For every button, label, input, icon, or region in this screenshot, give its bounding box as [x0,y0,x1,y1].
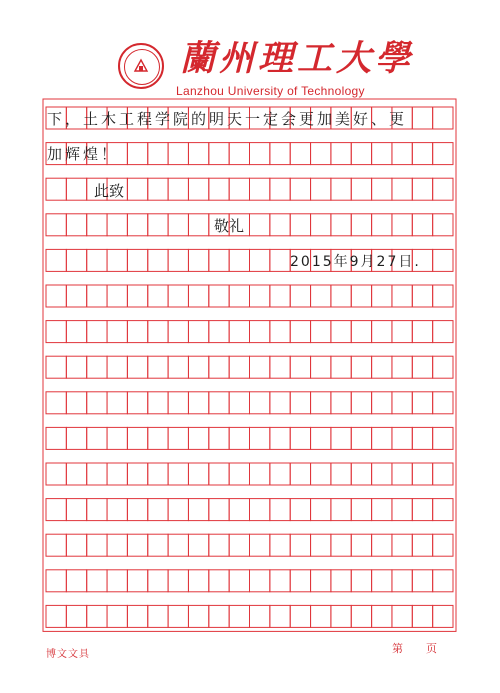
grid-cell [290,534,310,556]
grid-cell [188,499,208,521]
grid-cell [290,499,310,521]
grid-cell [250,392,270,414]
grid-cell [188,249,208,271]
grid-cell [392,321,412,343]
grid-cell [229,605,249,627]
grid-cell [433,605,453,627]
grid-cell [372,214,392,236]
stationery-brand: 博文文具 [46,649,90,660]
grid-cell [392,534,412,556]
grid-cell [148,499,168,521]
page-number-label [392,640,437,656]
grid-cell [229,178,249,200]
grid-cell [46,285,66,307]
grid-cell [392,214,412,236]
grid-cell [331,605,351,627]
grid-cell [107,534,127,556]
grid-cell [46,463,66,485]
grid-cell [87,321,107,343]
page-prefix: 第 [392,642,403,655]
grid-cell [433,178,453,200]
grid-cell [250,321,270,343]
grid-cell [87,427,107,449]
grid-cell [250,249,270,271]
grid-cell [311,499,331,521]
grid-cell [188,178,208,200]
grid-cell [351,356,371,378]
grid-cell [168,143,188,165]
grid-cell [66,356,86,378]
grid-cell [209,249,229,271]
grid-cell [372,463,392,485]
grid-cell [148,356,168,378]
grid-cell [66,534,86,556]
grid-cell [209,143,229,165]
grid-cell [372,178,392,200]
grid-cell [290,392,310,414]
grid-cell [127,463,147,485]
grid-cell [188,534,208,556]
grid-cell [107,570,127,592]
grid-cell [412,321,432,343]
grid-cell [168,427,188,449]
grid-cell [351,143,371,165]
grid-cell [66,499,86,521]
grid-cell [209,463,229,485]
grid-cell [87,499,107,521]
grid-cell [331,499,351,521]
grid-cell [127,249,147,271]
letter-closing: 此致 [94,182,125,200]
grid-cell [433,356,453,378]
grid-row [46,499,453,521]
grid-cell [331,356,351,378]
grid-cell [188,356,208,378]
grid-cell [148,427,168,449]
grid-cell [148,570,168,592]
grid-cell [46,178,66,200]
grid-cell [209,321,229,343]
grid-cell [127,534,147,556]
grid-cell [229,570,249,592]
grid-cell [66,178,86,200]
grid-cell [433,249,453,271]
grid-cell [290,214,310,236]
grid-cell [250,605,270,627]
grid-cell [331,427,351,449]
grid-cell [392,143,412,165]
page-suffix: 页 [426,642,437,655]
letter-date: 2015年9月27日. [290,254,421,270]
grid-cell [148,214,168,236]
grid-cell [148,321,168,343]
grid-cell [311,534,331,556]
grid-cell [290,463,310,485]
grid-cell [229,356,249,378]
grid-cell [148,249,168,271]
grid-row [46,356,453,378]
grid-cell [209,534,229,556]
grid-cell [290,143,310,165]
grid-cell [209,356,229,378]
grid-cell [168,605,188,627]
grid-cell [168,392,188,414]
grid-cell [392,392,412,414]
grid-row [46,214,453,236]
grid-cell [311,178,331,200]
grid-cell [290,570,310,592]
grid-cell [188,285,208,307]
grid-cell [66,392,86,414]
grid-cell [87,356,107,378]
grid-cell [148,534,168,556]
grid-cell [311,356,331,378]
grid-cell [188,214,208,236]
grid-cell [148,178,168,200]
grid-cell [372,356,392,378]
grid-cell [250,285,270,307]
grid-cell [290,427,310,449]
grid-cell [250,570,270,592]
grid-row [46,570,453,592]
grid-cell [311,427,331,449]
grid-cell [209,285,229,307]
grid-cell [311,463,331,485]
grid-cell [311,392,331,414]
grid-cell [229,463,249,485]
grid-row [46,321,453,343]
grid-cell [107,356,127,378]
grid-cell [168,214,188,236]
grid-cell [412,605,432,627]
grid-cell [188,427,208,449]
grid-cell [127,605,147,627]
grid-cell [372,392,392,414]
grid-cell [250,427,270,449]
grid-cell [168,534,188,556]
grid-cell [46,214,66,236]
grid-cell [127,427,147,449]
grid-cell [188,570,208,592]
grid-cell [270,143,290,165]
grid-cell [148,605,168,627]
grid-cell [229,499,249,521]
grid-cell [270,605,290,627]
grid-cell [107,392,127,414]
grid-cell [433,499,453,521]
grid-cell [250,143,270,165]
grid-cell [351,534,371,556]
grid-cell [311,605,331,627]
grid-cell [46,392,66,414]
grid-cell [290,321,310,343]
grid-cell [168,321,188,343]
grid-cell [188,321,208,343]
grid-cell [290,356,310,378]
grid-cell [188,605,208,627]
grid-cell [412,392,432,414]
grid-cell [250,463,270,485]
grid-cell [331,534,351,556]
grid-cell [107,285,127,307]
grid-cell [433,143,453,165]
grid-cell [46,570,66,592]
grid-cell [46,249,66,271]
grid-row [46,463,453,485]
grid-cell [372,427,392,449]
grid-cell [107,427,127,449]
grid-cell [412,214,432,236]
grid-row [46,427,453,449]
grid-cell [46,534,66,556]
grid-cell [209,570,229,592]
grid-cell [392,605,412,627]
grid-cell [433,570,453,592]
letter-salute: 敬礼 [214,217,245,235]
grid-cell [229,534,249,556]
grid-cell [392,178,412,200]
grid-cell [392,463,412,485]
grid-cell [412,143,432,165]
grid-cell [46,427,66,449]
grid-cell [331,178,351,200]
grid-cell [250,214,270,236]
grid-cell [372,570,392,592]
grid-cell [351,463,371,485]
grid-cell [270,427,290,449]
grid-cell [127,392,147,414]
grid-cell [229,249,249,271]
grid-cell [311,214,331,236]
grid-cell [270,392,290,414]
grid-cell [412,499,432,521]
grid-cell [351,570,371,592]
grid-cell [331,570,351,592]
grid-cell [168,356,188,378]
grid-cell [127,285,147,307]
grid-cell [107,214,127,236]
grid-cell [270,499,290,521]
grid-cell [433,321,453,343]
grid-cell [331,392,351,414]
grid-cell [87,605,107,627]
grid-cell [331,321,351,343]
grid-cell [127,214,147,236]
grid-cell [311,285,331,307]
grid-cell [168,463,188,485]
grid-row [46,392,453,414]
grid-cell [392,570,412,592]
grid-cell [392,356,412,378]
grid-cell [331,143,351,165]
grid-cell [270,570,290,592]
grid-cell [270,285,290,307]
grid-cell [229,427,249,449]
grid-cell [311,143,331,165]
grid-cell [270,249,290,271]
grid-cell [87,392,107,414]
grid-cell [168,285,188,307]
grid-cell [209,427,229,449]
grid-cell [127,321,147,343]
grid-cell [209,392,229,414]
grid-cell [351,392,371,414]
grid-cell [270,178,290,200]
grid-cell [392,285,412,307]
grid-cell [66,321,86,343]
grid-cell [433,214,453,236]
grid-cell [148,143,168,165]
grid-cell [168,570,188,592]
grid-cell [351,499,371,521]
grid-cell [127,143,147,165]
grid-cell [107,321,127,343]
grid-cell [46,499,66,521]
grid-cell [168,499,188,521]
grid-cell [229,321,249,343]
grid-cell [412,178,432,200]
university-name-english: Lanzhou University of Technology [176,84,365,98]
grid-cell [412,427,432,449]
grid-cell [148,285,168,307]
grid-cell [412,570,432,592]
grid-cell [107,499,127,521]
grid-row [46,605,453,627]
grid-cell [87,249,107,271]
grid-cell [66,285,86,307]
grid-cell [148,392,168,414]
grid-cell [209,178,229,200]
grid-cell [188,143,208,165]
grid-cell [351,321,371,343]
grid-cell [372,499,392,521]
grid-cell [46,356,66,378]
grid-cell [351,427,371,449]
grid-cell [412,463,432,485]
grid-cell [87,534,107,556]
grid-cell [351,178,371,200]
grid-cell [66,463,86,485]
grid-cell [392,499,412,521]
grid-cell [433,463,453,485]
grid-cell [188,463,208,485]
grid-cell [107,463,127,485]
grid-cell [250,534,270,556]
grid-cell [270,534,290,556]
grid-cell [412,285,432,307]
grid-cell [127,499,147,521]
grid-cell [127,356,147,378]
grid-cell [66,605,86,627]
grid-cell [46,605,66,627]
letter-line-2: 加辉煌！ [47,145,120,163]
grid-cell [270,463,290,485]
grid-cell [351,605,371,627]
grid-cell [168,249,188,271]
grid-cell [270,321,290,343]
grid-cell [311,570,331,592]
grid-cell [351,214,371,236]
grid-cell [66,427,86,449]
grid-cell [250,178,270,200]
grid-cell [372,605,392,627]
grid-cell [433,427,453,449]
grid-cell [229,392,249,414]
grid-cell [331,463,351,485]
grid-cell [412,356,432,378]
grid-cell [46,321,66,343]
grid-cell [209,605,229,627]
grid-cell [148,463,168,485]
grid-row [46,285,453,307]
grid-cell [229,143,249,165]
grid-cell [66,570,86,592]
grid-cell [250,356,270,378]
grid-cell [107,605,127,627]
grid-cell [433,534,453,556]
grid-cell [87,570,107,592]
grid-cell [290,605,310,627]
grid-cell [229,285,249,307]
university-name-chinese: 蘭州理工大學 [180,38,415,79]
grid-cell [188,392,208,414]
grid-cell [250,499,270,521]
grid-cell [433,285,453,307]
grid-cell [209,499,229,521]
grid-cell [331,214,351,236]
grid-cell [351,285,371,307]
grid-cell [372,534,392,556]
grid-cell [311,321,331,343]
grid-cell [270,214,290,236]
grid-cell [87,463,107,485]
grid-cell [392,427,412,449]
grid-cell [127,178,147,200]
grid-cell [372,143,392,165]
grid-cell [290,178,310,200]
grid-cell [270,356,290,378]
grid-cell [372,285,392,307]
grid-cell [87,285,107,307]
grid-cell [107,249,127,271]
grid-cell [433,392,453,414]
grid-cell [412,534,432,556]
letter-line-1: 下，土木工程学院的明天一定会更加美好、更 [47,110,408,128]
grid-cell [127,570,147,592]
grid-cell [168,178,188,200]
grid-cell [290,285,310,307]
grid-cell [66,214,86,236]
grid-cell [66,249,86,271]
grid-cell [372,321,392,343]
grid-cell [331,285,351,307]
grid-cell [87,214,107,236]
grid-row [46,534,453,556]
